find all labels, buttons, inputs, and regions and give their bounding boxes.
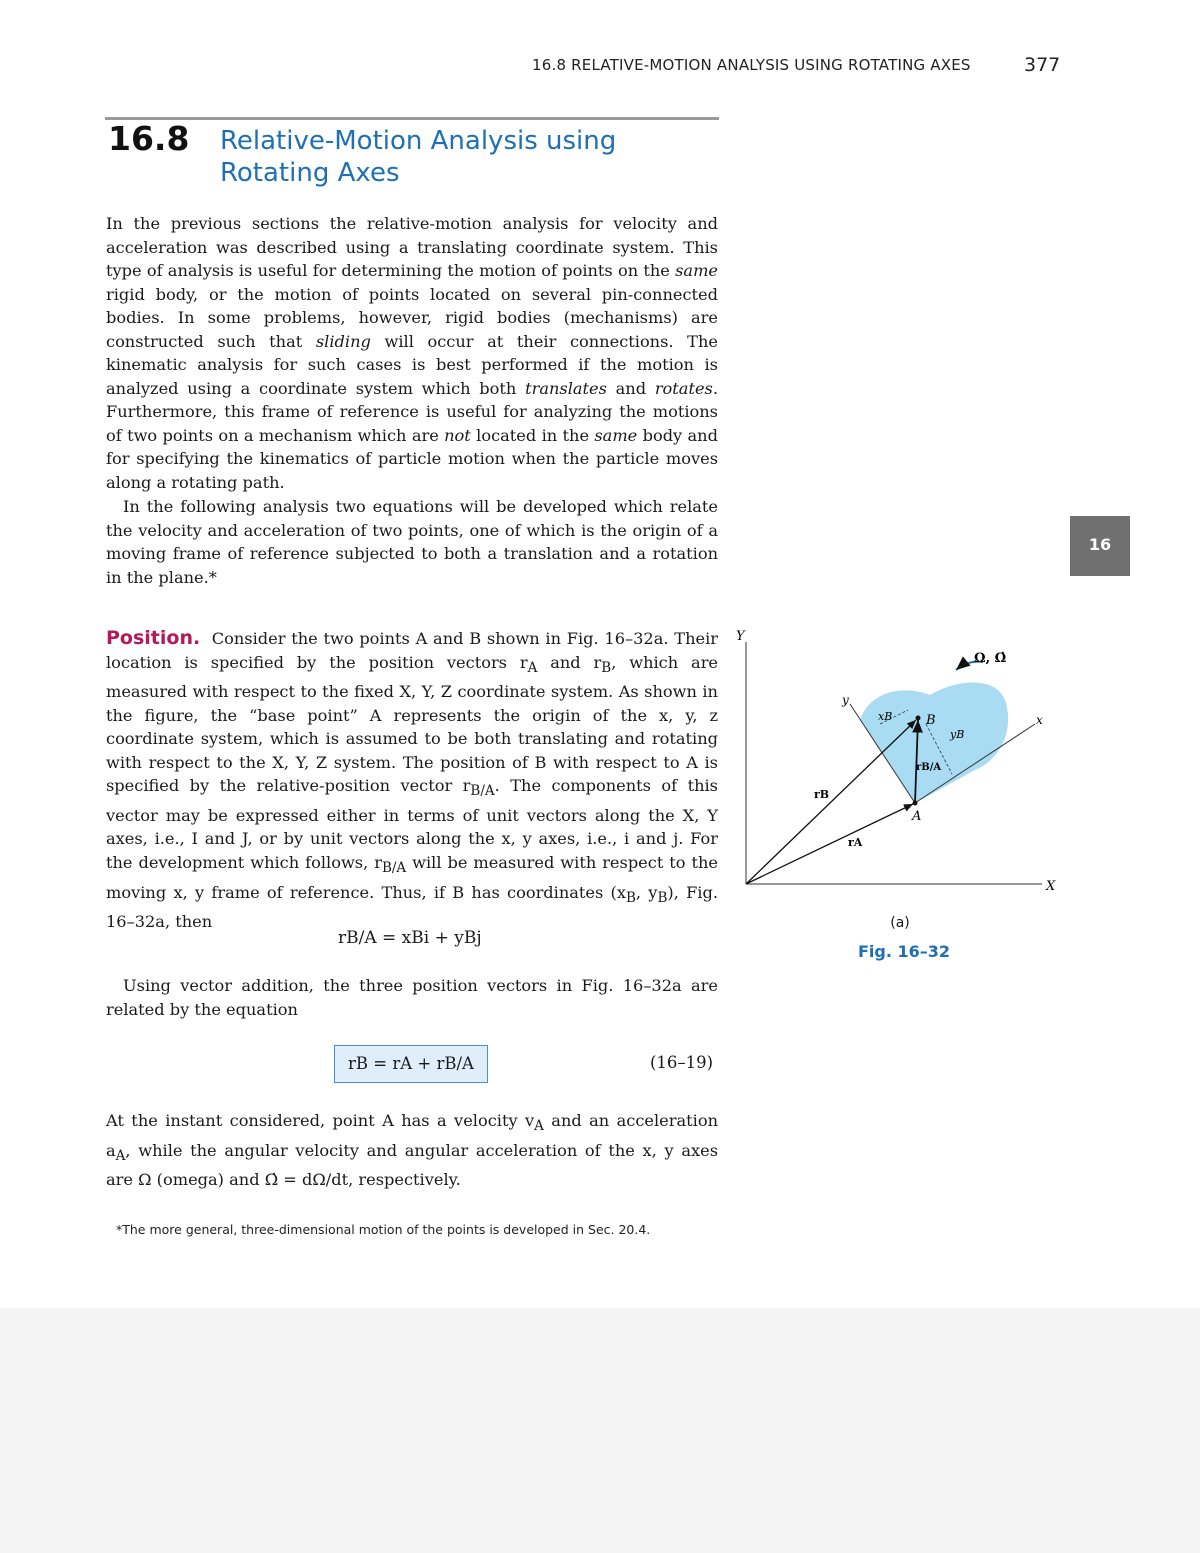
- label-A: A: [912, 809, 922, 824]
- section-title-line2: Rotating Axes: [220, 158, 400, 188]
- vector-rA: [746, 804, 913, 884]
- label-yB: yB: [950, 728, 965, 741]
- velocity-paragraph: At the instant considered, point A has a velocity $v_A$ and an acceleration $a_A$, while the angular velocity and angular acceleration of the x, y axes are Ω (omega) and Ω̇ = dΩ/dt, respectively.: [106, 1111, 718, 1190]
- section-rule: [105, 117, 719, 120]
- label-y: y: [842, 693, 849, 707]
- label-rA: rA: [848, 836, 863, 849]
- equation-box: rB = rA + rB/A: [334, 1045, 488, 1083]
- relative-position-equation: rB/A = xBi + yBj: [338, 928, 482, 948]
- label-x: x: [1036, 713, 1043, 727]
- vector-rB: [746, 720, 916, 884]
- page-number: 377: [1024, 54, 1061, 76]
- label-rB: rB: [814, 788, 830, 801]
- label-B: B: [926, 713, 936, 728]
- position-paragraph: Position. Consider the two points A and B shown in Fig. 16–32a. Their location is specified by the position vectors $r_A$ and $r_B$, which are measured with respect to the fixed X, Y, Z coordinate system. As shown in the figure, the “base point” A represents the origin of the x, y, z coordinate system, which is assumed to be both translating and rotating with respect to the X, Y, Z system. The position of B with respect to A is specified by the relative-position vector $r_{B/A}$. The components of this vector may be expressed either in terms of unit vectors along the X, Y axes, i.e., I and J, or by unit vectors along the x, y axes, i.e., i and j. For the development which follows, $r_{B/A}$ will be measured with respect to the moving x, y frame of reference. Thus, if B has coordinates ($x_B$, $y_B$), Fig. 16–32a, then: [106, 627, 719, 932]
- position-heading: Position.: [106, 627, 201, 649]
- label-rBA: rB/A: [916, 762, 942, 773]
- chapter-tab: 16: [1070, 516, 1130, 576]
- label-Y: Y: [736, 629, 745, 644]
- point-A: [913, 801, 918, 806]
- section-number: 16.8: [108, 119, 190, 158]
- point-B: [916, 716, 921, 721]
- label-xB: xB: [878, 710, 893, 723]
- label-X: X: [1046, 879, 1056, 894]
- section-title: [220, 125, 720, 189]
- section-title-line1: Relative-Motion Analysis using: [220, 126, 617, 156]
- running-header: 16.8 RELATIVE-MOTION ANALYSIS USING ROTATING AXES: [532, 56, 971, 74]
- analysis-paragraph: In the following analysis two equations will be developed which relate the velocity and acceleration of two points, one of which is the origin of a moving frame of reference subjected to both a translation and a rotation in the plane.*: [106, 497, 718, 587]
- vector-addition-paragraph: Using vector addition, the three position vectors in Fig. 16–32a are related by the equation: [106, 976, 718, 1019]
- figure-panel-label: (a): [890, 915, 910, 931]
- intro-paragraph: In the previous sections the relative-motion analysis for velocity and acceleration was described using a translating coordinate system. This type of analysis is useful for determining the motion of points on the same rigid body, or the motion of points located on several pin-connected bodies. In some problems, however, rigid bodies (mechanisms) are constructed such that sliding will occur at their connections. The kinematic analysis for such cases is best performed if the motion is analyzed using a coordinate system which both translates and rotates. Furthermore, this frame of reference is useful for analyzing the motions of two points on a mechanism which are not located in the same body and for specifying the kinematics of particle motion when the particle moves along a rotating path.: [106, 214, 718, 492]
- footnote: *The more general, three-dimensional motion of the points is developed in Sec. 20.4.: [116, 1222, 651, 1237]
- figure-caption: Fig. 16–32: [858, 942, 951, 961]
- page-bottom-margin: [0, 1308, 1200, 1553]
- figure-diagram: [730, 620, 1070, 905]
- equation-number: (16–19): [650, 1053, 714, 1072]
- label-omega: Ω, Ω̇: [974, 651, 1007, 666]
- rigid-body-shape: [860, 683, 1008, 804]
